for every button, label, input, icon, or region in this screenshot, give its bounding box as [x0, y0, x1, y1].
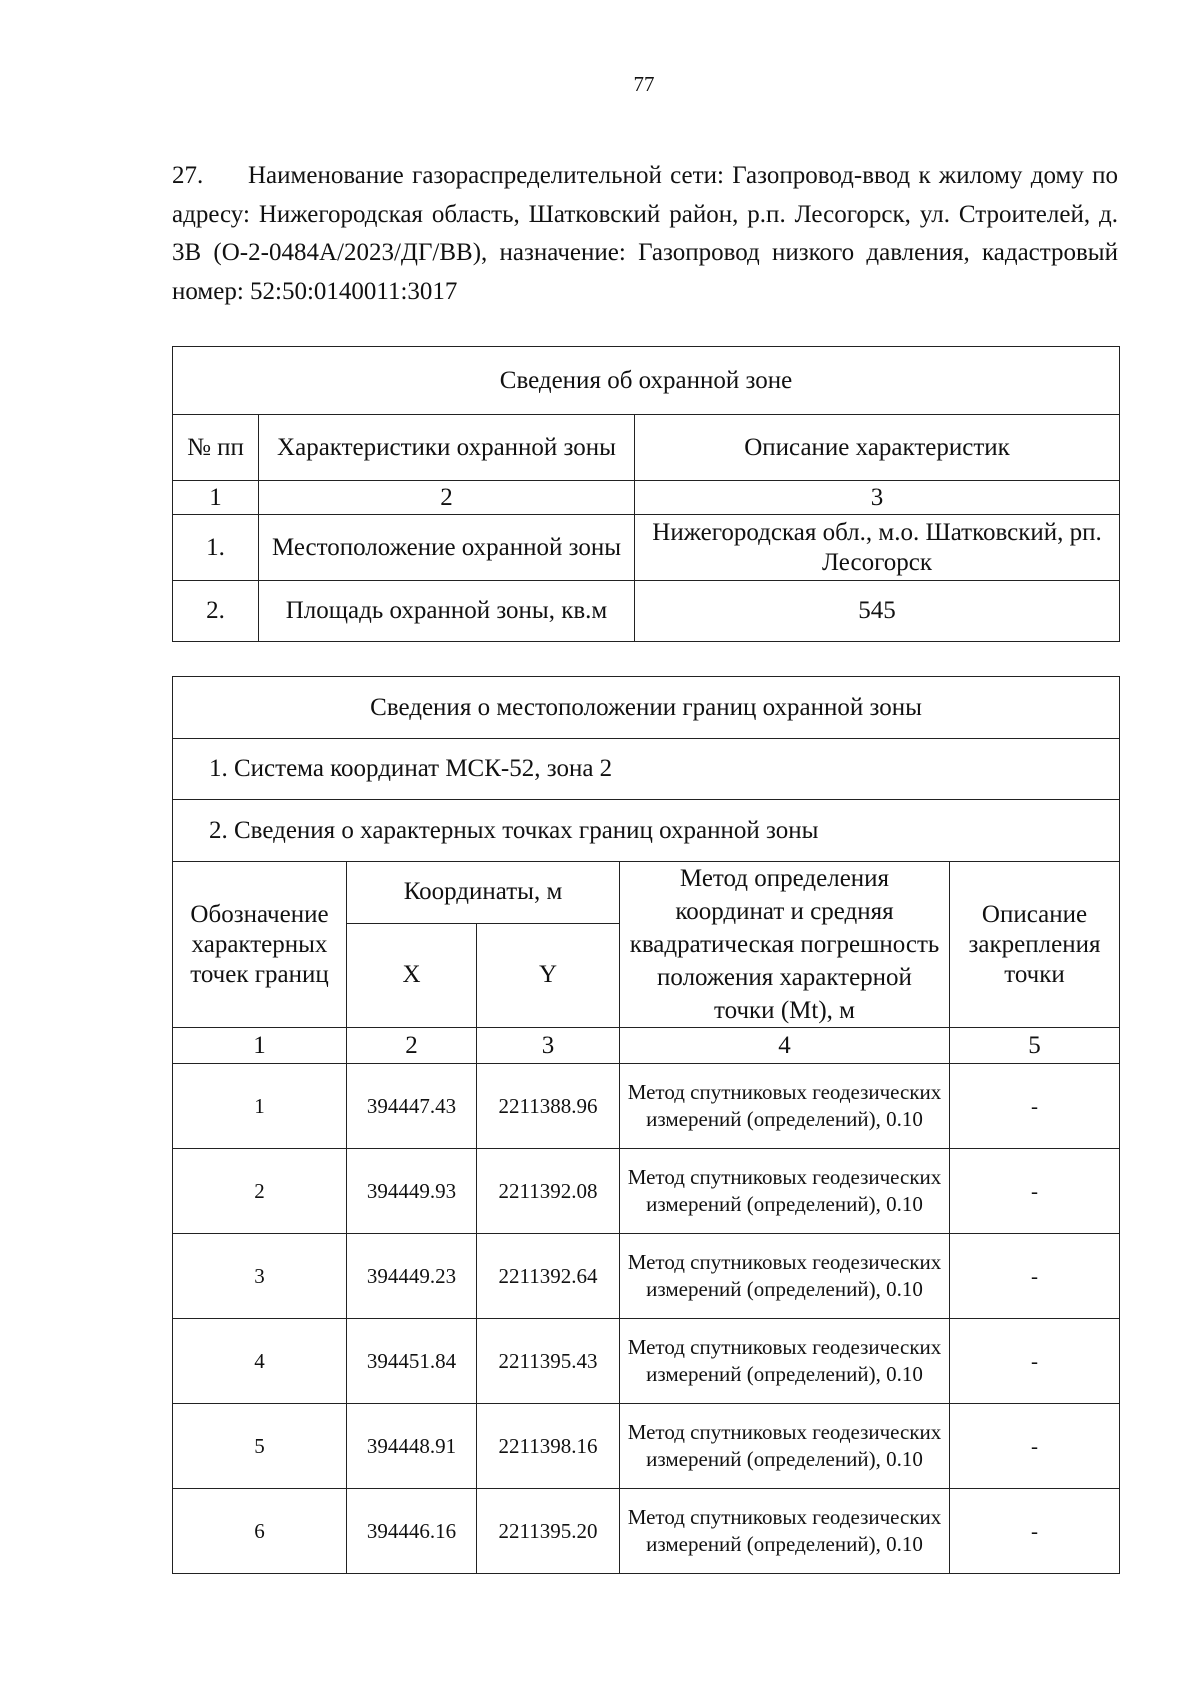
point-y: 2211388.96: [477, 1064, 620, 1149]
network-description: [172, 157, 1118, 311]
page-number: 77: [633, 72, 655, 96]
point-method: Метод спутниковых геодезических измерений (определений), 0.10: [620, 1234, 950, 1319]
header-y: Y: [477, 923, 620, 1027]
point-fixing: -: [950, 1149, 1120, 1234]
point-x: 394451.84: [347, 1319, 477, 1404]
row-value: Нижегородская обл., м.о. Шатковский, рп. Лесогорск: [635, 515, 1120, 581]
point-number: 1: [173, 1064, 347, 1149]
point-x: 394449.23: [347, 1234, 477, 1319]
point-x: 394447.43: [347, 1064, 477, 1149]
point-method: Метод спутниковых геодезических измерений (определений), 0.10: [620, 1489, 950, 1574]
row-characteristic: Местоположение охранной зоны: [259, 515, 635, 581]
row-value: 545: [635, 581, 1120, 642]
coordinate-system: 1. Система координат МСК-52, зона 2: [173, 739, 1120, 800]
point-y: 2211392.08: [477, 1149, 620, 1234]
point-fixing: -: [950, 1489, 1120, 1574]
col-number: 2: [259, 481, 635, 515]
network-description-text: Наименование газораспределительной сети: Газопровод-ввод к жилому дому по адресу: Нижегородская область, Шатковский район, р.п. Лесогорск, ул. Строителей, д. 3В (О-2-0484А/2023/ДГ/ВВ), назначение: Газопровод низкого давления, кадастровый номер: 52:50:0140011:3017: [172, 162, 1118, 305]
row-characteristic: Площадь охранной зоны, кв.м: [259, 581, 635, 642]
header-designation: Обозначение характерных точек границ: [173, 862, 347, 1028]
table-row: [173, 581, 1120, 642]
boundary-points-table: [172, 676, 1120, 1574]
item-number: 27.: [172, 162, 204, 189]
point-y: 2211395.20: [477, 1489, 620, 1574]
table-row: [173, 1234, 1120, 1319]
points-subtitle: 2. Сведения о характерных точках границ охранной зоны: [173, 800, 1120, 862]
point-x: 394449.93: [347, 1149, 477, 1234]
point-number: 5: [173, 1404, 347, 1489]
header-coordinates: Координаты, м: [347, 862, 620, 924]
zone-table-caption: Сведения об охранной зоне: [173, 347, 1120, 415]
header-description: Описание характеристик: [635, 415, 1120, 481]
table-row: [173, 1319, 1120, 1404]
point-method: Метод спутниковых геодезических измерений (определений), 0.10: [620, 1404, 950, 1489]
point-fixing: -: [950, 1234, 1120, 1319]
col-number: 5: [950, 1028, 1120, 1064]
points-table-caption: Сведения о местоположении границ охранной зоны: [173, 677, 1120, 739]
col-number: 3: [477, 1028, 620, 1064]
point-number: 4: [173, 1319, 347, 1404]
point-method: Метод спутниковых геодезических измерений (определений), 0.10: [620, 1319, 950, 1404]
table-row: [173, 1149, 1120, 1234]
col-number: 3: [635, 481, 1120, 515]
point-x: 394448.91: [347, 1404, 477, 1489]
col-number: 1: [173, 481, 259, 515]
protection-zone-table: [172, 346, 1120, 642]
point-y: 2211392.64: [477, 1234, 620, 1319]
col-number: 1: [173, 1028, 347, 1064]
row-number: 1.: [173, 515, 259, 581]
point-number: 3: [173, 1234, 347, 1319]
point-fixing: -: [950, 1064, 1120, 1149]
table-row: [173, 515, 1120, 581]
table-row: [173, 1064, 1120, 1149]
point-number: 2: [173, 1149, 347, 1234]
point-method: Метод спутниковых геодезических измерений (определений), 0.10: [620, 1064, 950, 1149]
point-x: 394446.16: [347, 1489, 477, 1574]
col-number: 4: [620, 1028, 950, 1064]
point-fixing: -: [950, 1319, 1120, 1404]
point-fixing: -: [950, 1404, 1120, 1489]
point-number: 6: [173, 1489, 347, 1574]
point-y: 2211398.16: [477, 1404, 620, 1489]
header-number: № пп: [173, 415, 259, 481]
point-y: 2211395.43: [477, 1319, 620, 1404]
header-x: X: [347, 923, 477, 1027]
table-row: [173, 1489, 1120, 1574]
point-method: Метод спутниковых геодезических измерений (определений), 0.10: [620, 1149, 950, 1234]
table-row: [173, 1404, 1120, 1489]
header-method: Метод определения координат и средняя квадратическая погрешность положения характерной точки (Mt), м: [620, 862, 950, 1028]
col-number: 2: [347, 1028, 477, 1064]
header-characteristics: Характеристики охранной зоны: [259, 415, 635, 481]
row-number: 2.: [173, 581, 259, 642]
header-fixing-description: Описание закрепления точки: [950, 862, 1120, 1028]
